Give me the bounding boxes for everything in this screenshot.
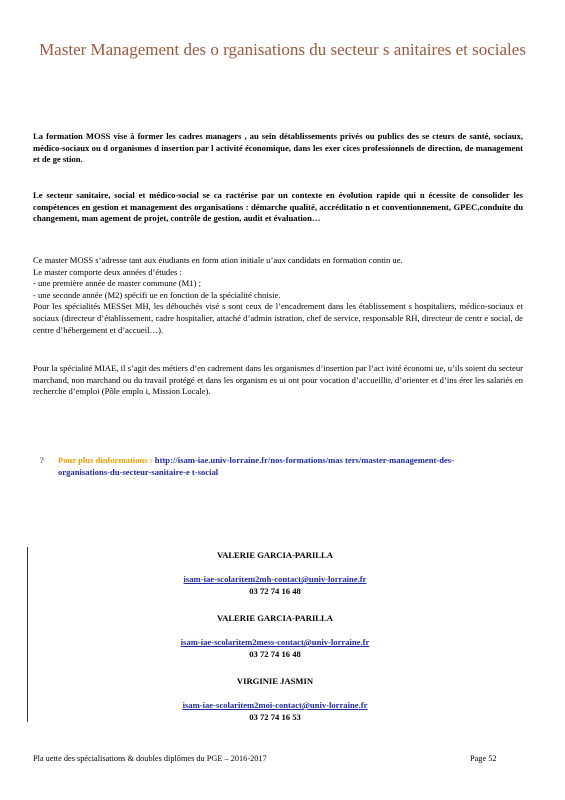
margin-line [27,547,28,722]
contact-block-mess [150,612,400,660]
contact-block-mh [150,549,400,597]
contact-email-link[interactable]: isam-iae-scolaritem2mh-contact@univ-lorraine.fr [183,574,367,584]
more-info-text [58,454,500,478]
program-line: Le master comporte deux années d’études : [33,266,182,277]
program-paragraph [33,255,523,336]
intro-paragraph: La formation MOSS vise à former les cadres managers , au sein détablissements privés ou publics des se cteurs de santé, sociaux, médico-sociaux ou d organismes d insertion par l activité économique, dans les exer cices professionnels de direction, de management et de ge stion. [33,131,523,165]
miae-paragraph: Pour la spécialité MIAE, il s’agit des métiers d’en cadrement dans les organismes d’insertion par l’act ivité économi ue, u’ils soient du secteur marchand, non marchand ou du travail protégé et dans les organism es ui ont pour vocation d’accueillir, d’orienter et d’ins érer les salariés en recherche d’emploi (Pôle emplo i, Mission Locale). [33,363,523,397]
footer-title: Pla uette des spécialisations & doubles diplômes du PGE – 2016-2017 [33,754,267,763]
contact-email-link[interactable]: isam-iae-scolaritem2mess-contact@univ-lorraine.fr [180,637,370,647]
contact-email-link[interactable]: isam-iae-scolaritem2moi-contact@univ-lorraine.fr [182,700,368,710]
more-info-link[interactable]: http://isam-iae.univ-lorraine.fr/nos-formations/mas ters/master-management-des-organisations-du-secteur-sanitaire-e t-social [58,455,455,477]
contact-phone: 03 72 74 16 53 [249,712,301,722]
bullet-icon: ? [40,455,44,465]
contact-phone: 03 72 74 16 48 [249,586,301,596]
page-number: Page 52 [470,754,497,763]
sector-paragraph: Le secteur sanitaire, social et médico-social se ca ractérise par un contexte en évolution rapide qui n écessite de consolider les compétences en gestion et management des organisations : démarche qualité, accréditatio n et conventionnement, GPEC,conduite du changement, man agement de projet, contrôle de gestion, audit et évaluation… [33,190,523,224]
program-line: - une seconde année (M2) spécifi ue en fonction de la spécialité choisie. [33,289,281,300]
program-line: - une première année de master commune (M1) ; [33,278,201,289]
contact-phone: 03 72 74 16 48 [249,649,301,659]
contact-name: VIRGINIE JASMIN [236,676,314,686]
program-line: Pour les spécialités MESSet MH, les débouchés visé s sont ceux de l’encadrement dans les établissement s hospitaliers, médico-sociaux et sociaux (directeur d’établissement, cadre hospitalier, attaché d’admin istration, chef de service, responsable RH, directeur de centr e social, de centre d’hébergement et d’accueil…). [33,301,523,335]
more-info [40,454,500,478]
contact-name: VALERIE GARCIA-PARILLA [217,550,333,560]
page-title: Master Management des o rganisations du secteur s anitaires et sociales [39,40,526,59]
contact-block-moi [150,675,400,723]
more-info-label: Pour plus dinformations : [58,455,153,465]
program-line: Ce master MOSS s’adresse tant aux étudiants en form ation initiale u’aux candidats en formation contin ue. [33,255,403,265]
contact-name: VALERIE GARCIA-PARILLA [217,613,333,623]
